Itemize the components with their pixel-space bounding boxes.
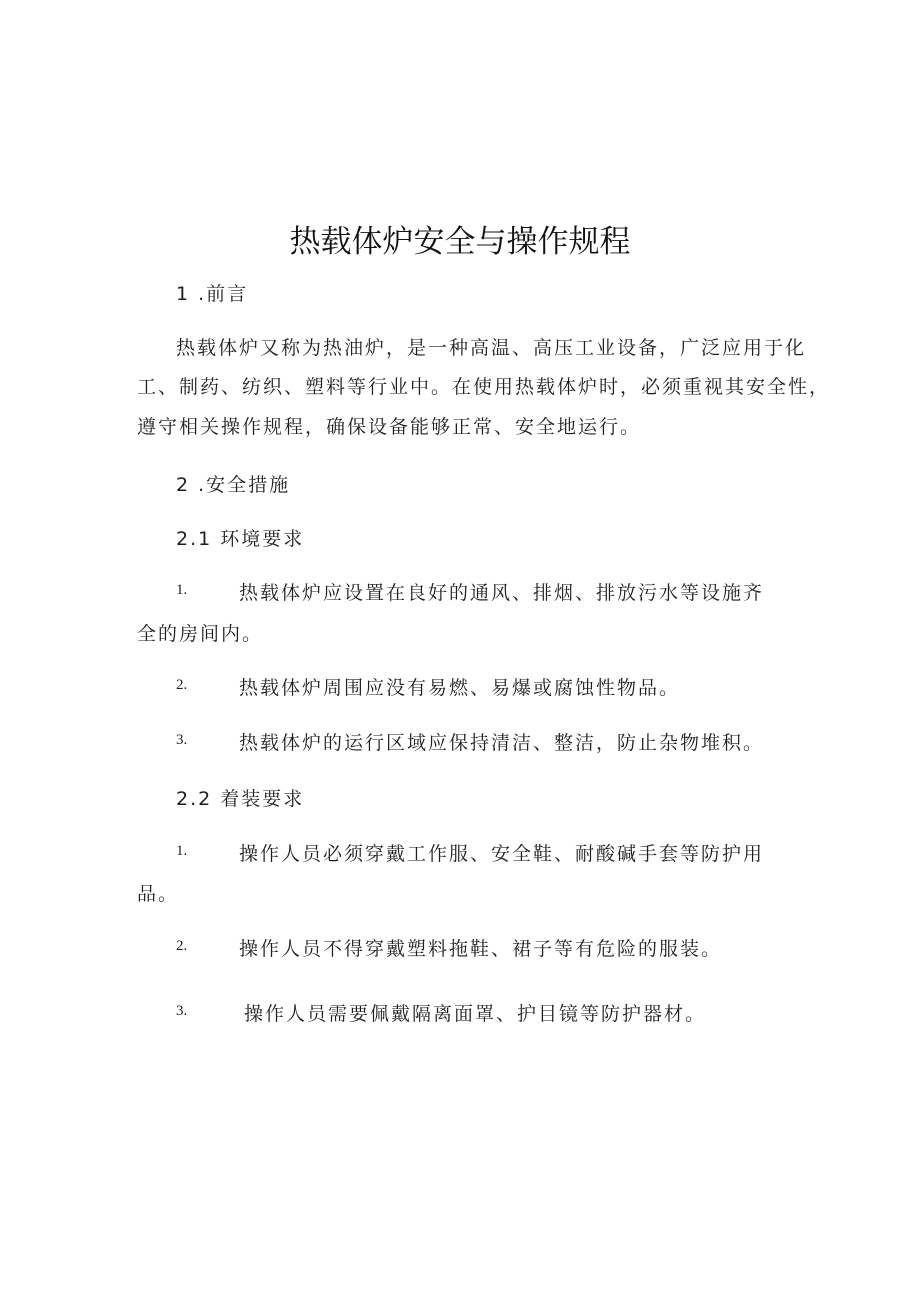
- list-item-number: 1.: [176, 582, 188, 598]
- list-item-line: 操作人员不得穿戴塑料拖鞋、裙子等有危险的服装。: [239, 938, 723, 960]
- intro-paragraph-line-2: 工、制药、纺织、塑料等行业中。在使用热载体炉时，必须重视其安全性，: [137, 376, 831, 398]
- list-item-line: 热载体炉应设置在良好的通风、排烟、排放污水等设施齐: [239, 582, 765, 604]
- list-item-number: 2.: [176, 677, 188, 693]
- list-item-line: 品。: [137, 883, 180, 905]
- list-item-line: 热载体炉周围应没有易燃、易爆或腐蚀性物品。: [239, 677, 681, 699]
- subsection-2-1-heading: 2.1 环境要求: [176, 528, 305, 550]
- list-item-line: 热载体炉的运行区域应保持清洁、整洁，防止杂物堆积。: [239, 732, 765, 754]
- list-item-line: 操作人员需要佩戴隔离面罩、护目镜等防护器材。: [244, 1003, 707, 1025]
- section-2-heading: 2 .安全措施: [176, 474, 291, 496]
- list-item-number: 2.: [176, 938, 188, 954]
- list-item-number: 3.: [176, 732, 188, 748]
- intro-paragraph-line-3: 遵守相关操作规程，确保设备能够正常、安全地运行。: [137, 416, 642, 438]
- list-item-number: 1.: [176, 843, 188, 859]
- section-1-heading: 1 .前言: [176, 283, 249, 305]
- intro-paragraph-line-1: 热载体炉又称为热油炉，是一种高温、高压工业设备，广泛应用于化: [176, 337, 807, 359]
- list-item-number: 3.: [176, 1003, 188, 1019]
- subsection-2-2-heading: 2.2 着装要求: [176, 788, 305, 810]
- list-item-line: 操作人员必须穿戴工作服、安全鞋、耐酸碱手套等防护用: [239, 843, 765, 865]
- list-item-line: 全的房间内。: [137, 623, 264, 645]
- document-title: 热载体炉安全与操作规程: [289, 224, 631, 260]
